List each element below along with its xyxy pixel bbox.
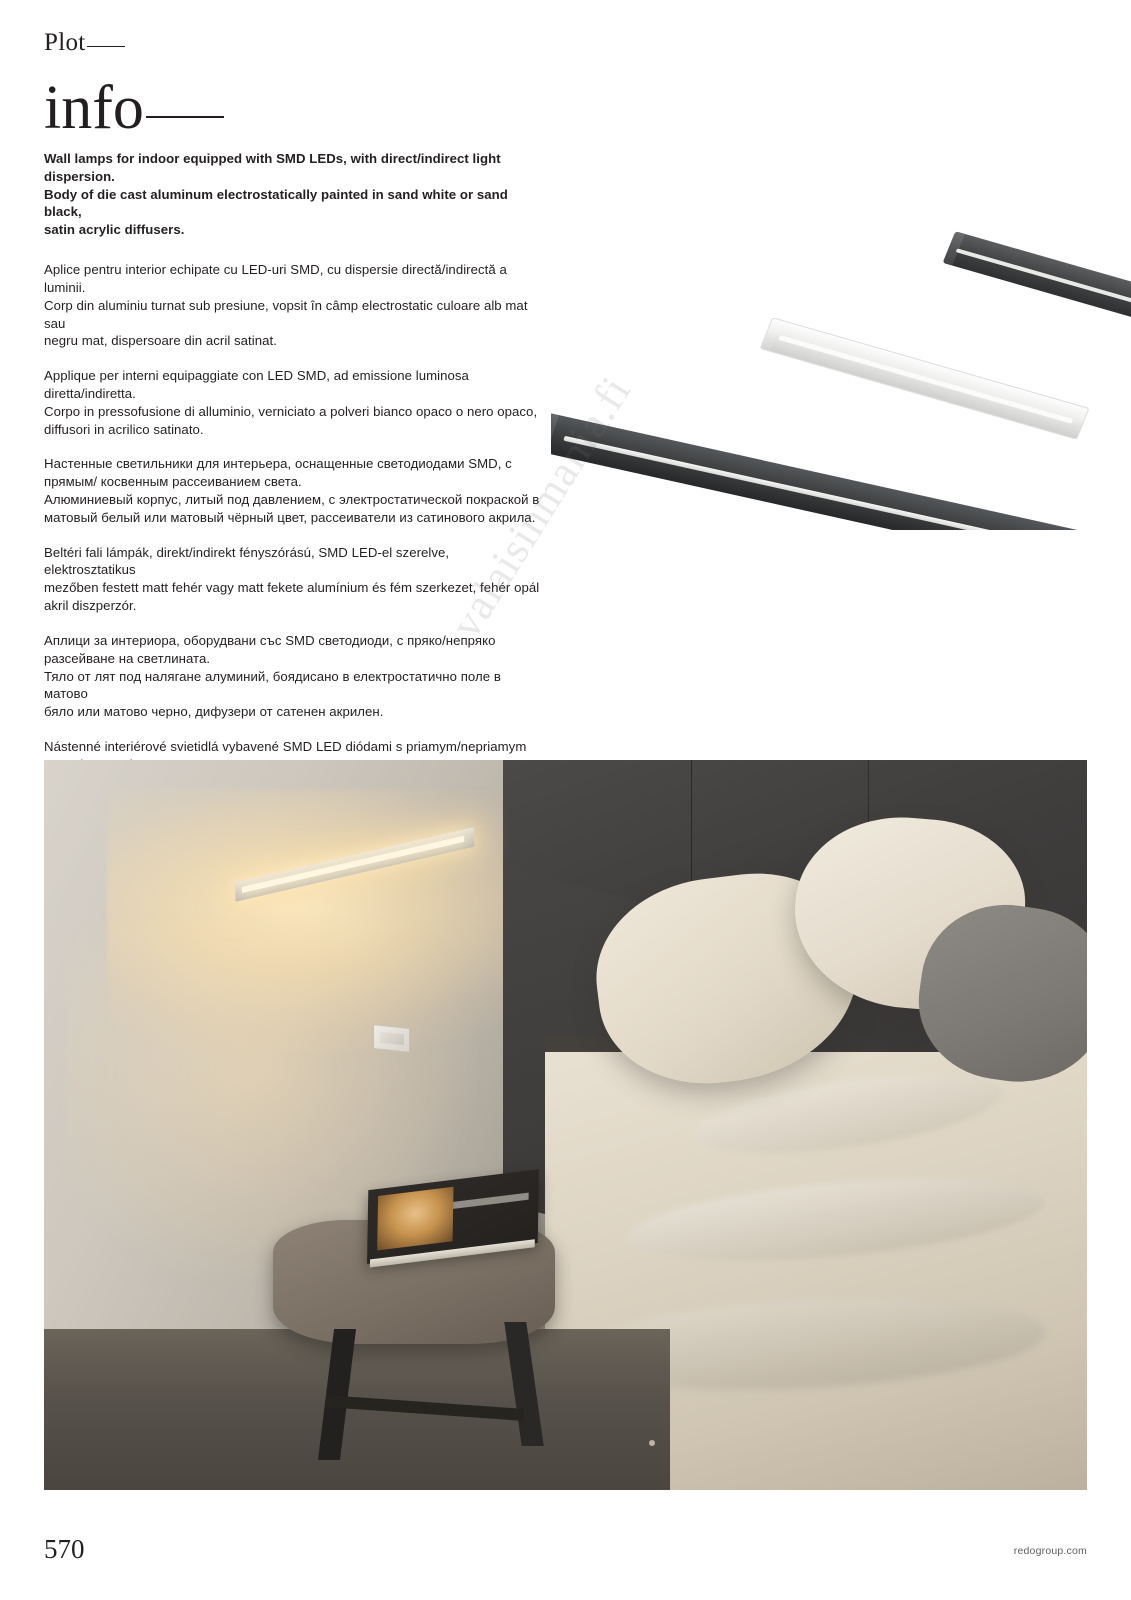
product-lamp-black-small [943, 231, 1131, 318]
product-lamp-black-large [551, 413, 1096, 530]
info-description-block [44, 150, 544, 844]
paragraph-italian [44, 367, 544, 438]
text-line: akril diszperzór. [44, 598, 137, 614]
lamp-body [760, 317, 1090, 440]
text-line: Beltéri fali lámpák, direkt/indirekt fényszórású, SMD LED-el szerelve, elektrosztatikus [44, 544, 450, 578]
text-line: negru mat, dispersoare din acril satinat. [44, 333, 277, 349]
brand-name [44, 30, 564, 55]
brand-label: Plot [44, 29, 86, 56]
text-line: Applique per interni equipaggiate con LED SMD, ad emissione luminosa diretta/indiretta. [44, 368, 469, 401]
title-underline-rule [146, 116, 224, 118]
text-line: dispersion. [44, 168, 115, 184]
photo-book-cover-image [378, 1187, 454, 1251]
text-line: diffusori in acrilico satinato. [44, 421, 204, 437]
lamp-body [943, 231, 1131, 318]
text-line: бяло или матово черно, дифузери от сатенен акрилен. [44, 704, 384, 720]
watermark: valaisinmania.fi [440, 367, 641, 647]
text-line: матовый белый или матовый чёрный цвет, рассеиватели из сатинового акрила. [44, 509, 536, 525]
brand-underline-rule [87, 46, 125, 47]
page-number: 570 [44, 1534, 85, 1564]
photo-book-title [454, 1192, 529, 1209]
text-line: Тяло от лят под налягане алуминий, боядисано в електростатично поле в матово [44, 668, 501, 702]
text-line: Body of die cast aluminum electrostatically painted in sand white or sand black, [44, 186, 508, 220]
text-line: прямым/ косвенным рассеиванием света. [44, 474, 302, 490]
text-line: Аплици за интериора, оборудвани със SMD светодиоди, с пряко/непряко [44, 632, 496, 648]
text-line: Corp din aluminiu turnat sub presiune, vopsit în câmp electrostatic culoare alb mat sau [44, 297, 528, 331]
footer-website: redogroup.com [1013, 1545, 1087, 1557]
product-lamp-white [760, 317, 1090, 440]
lamp-diffuser [956, 248, 1131, 303]
paragraph-russian [44, 455, 544, 526]
text-line: Aplice pentru interior echipate cu LED-uri SMD, cu dispersie directă/indirectă a luminii. [44, 262, 507, 295]
product-render-group [551, 200, 1131, 530]
paragraph-romanian [44, 261, 544, 350]
text-line: satin acrylic diffusers. [44, 222, 185, 238]
product-photo [44, 760, 1087, 1490]
text-line: Алюминиевый корпус, литый под давлением, с электростатической покраской в [44, 492, 540, 507]
paragraph-english [44, 150, 544, 239]
paragraph-bulgarian [44, 632, 544, 721]
lamp-diffuser [563, 436, 1073, 530]
lamp-end-cap [943, 231, 965, 265]
page-header [44, 29, 564, 142]
text-line: mezőben festett matt fehér vagy matt fekete alumínium és fém szerkezet, fehér opál [44, 580, 540, 596]
text-line: разсейване на светлината. [44, 650, 211, 666]
text-line: Wall lamps for indoor equipped with SMD LEDs, with direct/indirect light [44, 151, 501, 166]
text-line: Nástenné interiérové svietidlá vybavené SMD LED diódami s priamym/nepriamym [44, 738, 527, 754]
text-line: Настенные светильники для интерьера, оснащенные светодиодами SMD, с [44, 456, 512, 472]
photo-light-switch [373, 1024, 410, 1053]
photo-floor [44, 1329, 670, 1490]
lamp-body [551, 413, 1096, 530]
lamp-diffuser [778, 335, 1073, 424]
page-title [44, 74, 564, 142]
text-line: Corpo in pressofusione di alluminio, verniciato a polveri bianco opaco o nero opaco, [44, 403, 538, 419]
page-title-label: info [44, 74, 144, 142]
